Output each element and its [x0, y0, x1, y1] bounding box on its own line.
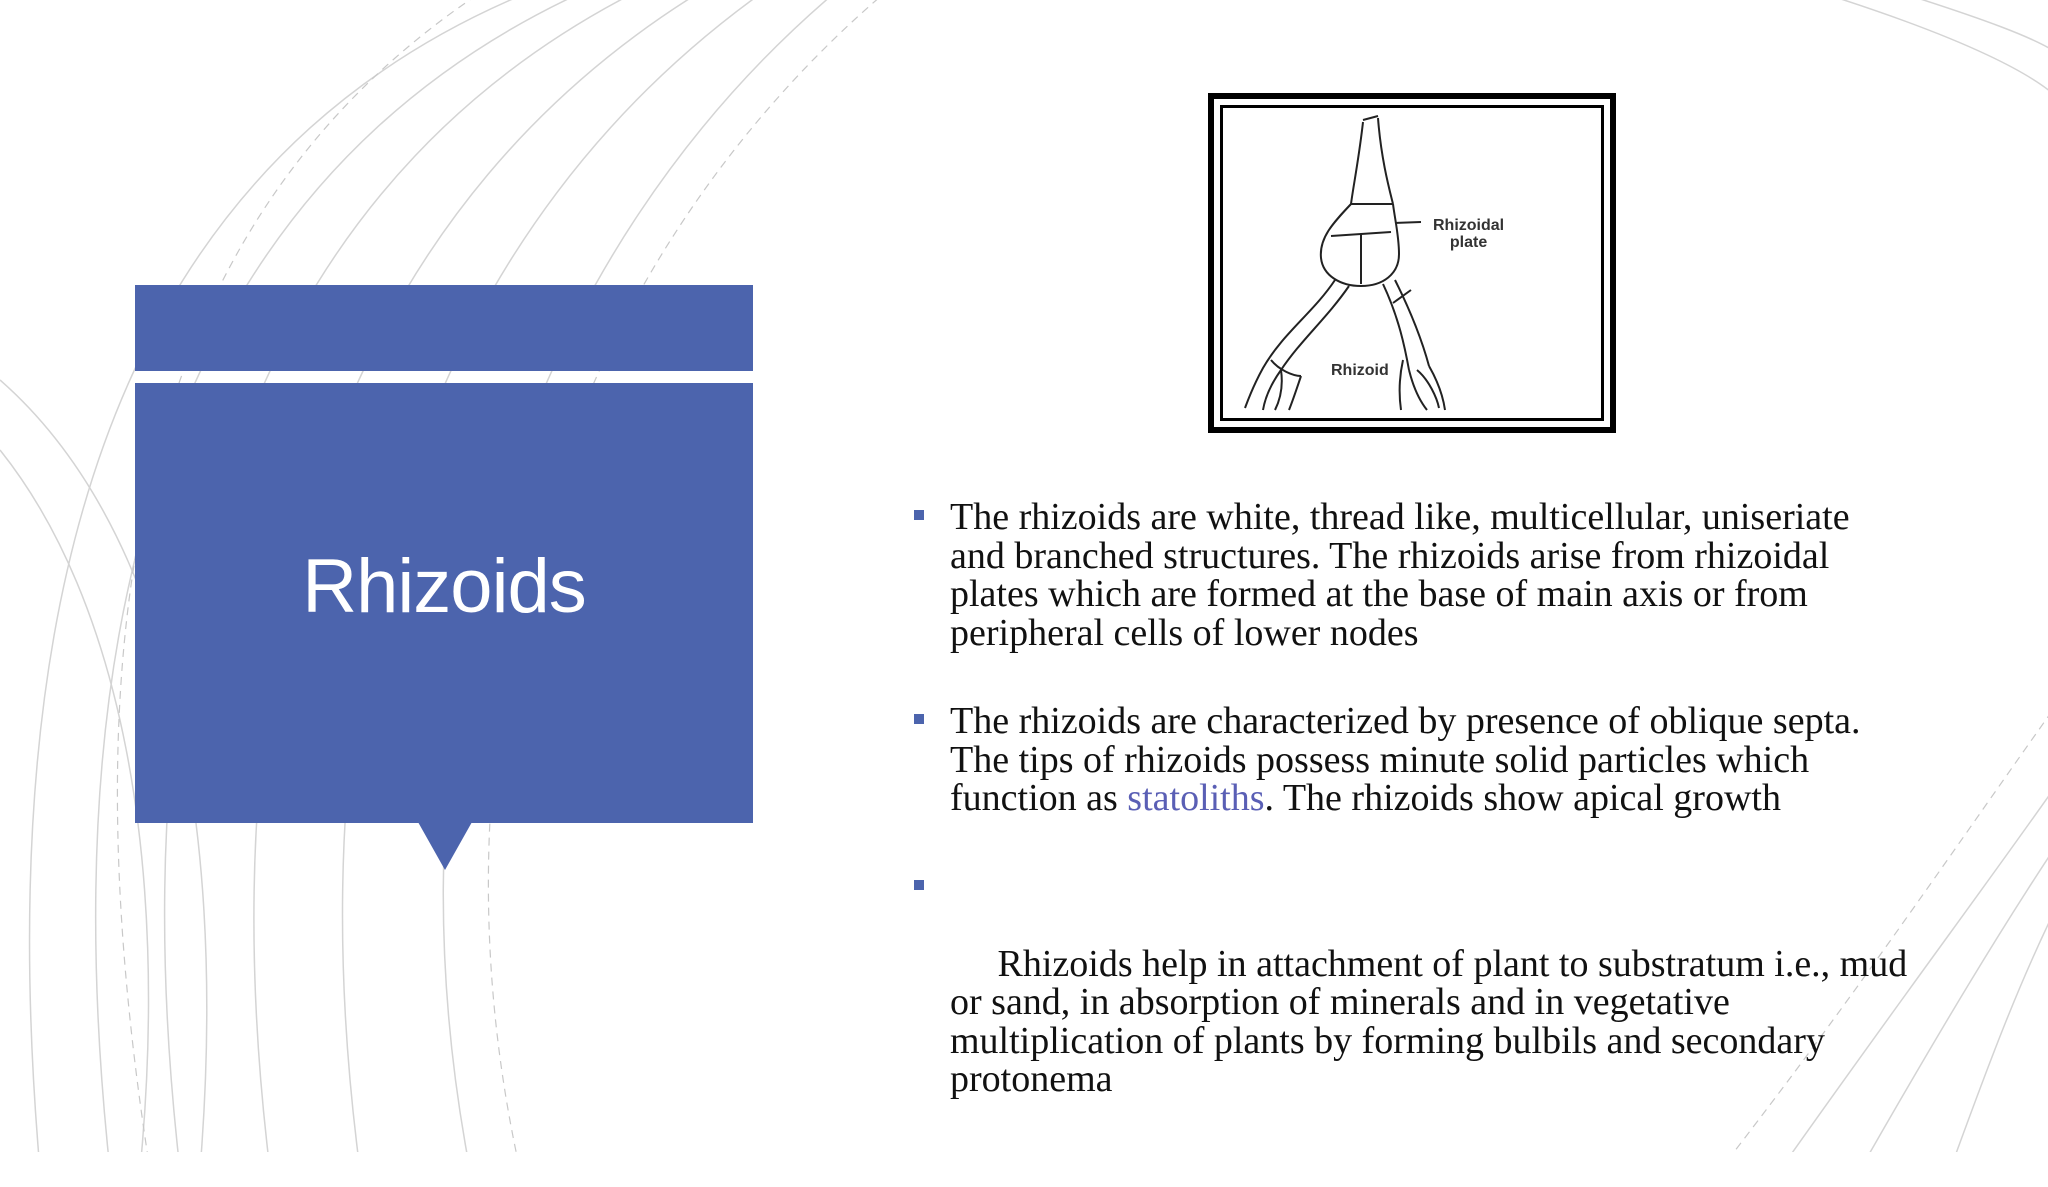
- rhizoid-figure: [1208, 93, 1616, 433]
- figure-label-rhizoid: Rhizoid: [1331, 362, 1389, 379]
- bullet-square-icon: [914, 714, 924, 724]
- rhizoid-drawing: [1223, 108, 1601, 418]
- slide-title: Rhizoids: [302, 544, 586, 629]
- bullet-item: [912, 868, 1917, 1138]
- figure-label-plate-2: plate: [1449, 233, 1488, 251]
- bullet-text: The rhizoids are white, thread like, multicellular, uniseriate and branched structures. The rhizoids arise from rhizoidal plates which are formed at the base of main axis or from peripheral cells of lower nodes: [950, 496, 1850, 654]
- bullet-square-icon: [914, 510, 924, 520]
- bullet-list: [912, 496, 1917, 1187]
- bullet-text-continued: . The rhizoids show apical growth: [1264, 777, 1781, 819]
- bullet-text: Rhizoids help in attachment of plant to substratum i.e., mud or sand, in absorption of minerals and in vegetative multiplication of plants by forming bulbils and secondary protonema: [950, 942, 1917, 1100]
- statoliths-link[interactable]: statoliths: [1127, 777, 1265, 819]
- bullet-item: [912, 498, 1912, 652]
- bullet-text: The rhizoids are characterized by presence of oblique septa. The tips of rhizoids possess minute solid particles which function as: [950, 700, 1861, 819]
- title-box-pointer: [418, 822, 472, 870]
- bullet-item: [912, 702, 1912, 818]
- bullet-square-icon: [914, 880, 924, 890]
- title-accent-strip: [135, 285, 753, 371]
- figure-label-plate-1: Rhizoidal: [1433, 217, 1505, 234]
